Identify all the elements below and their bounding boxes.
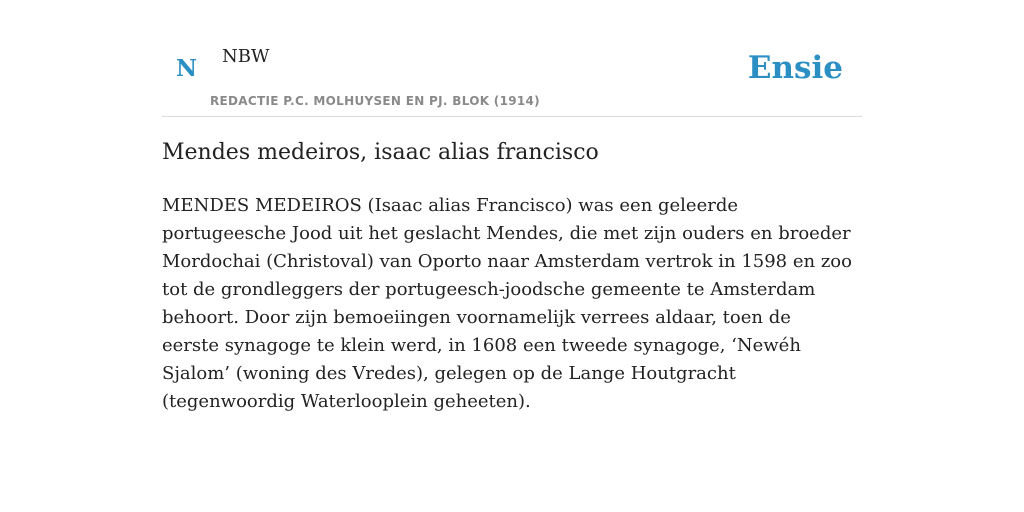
brand-logo[interactable]: Ensie <box>747 50 843 86</box>
source-logo[interactable]: N <box>176 55 198 82</box>
source-editors: REDACTIE P.C. MOLHUYSEN EN PJ. BLOK (1914) <box>210 94 540 108</box>
source-name[interactable]: NBW <box>222 46 270 67</box>
source-header <box>162 0 862 117</box>
article-title: Mendes medeiros, isaac alias francisco <box>162 140 599 165</box>
article-body: MENDES MEDEIROS (Isaac alias Francisco) was een geleerde portugeesche Jood uit het geslacht Mendes, die met zijn ouders en broeder Mordochai (Christoval) van Oporto naar Amsterdam vertrok in 1598 en zoo tot de grondleggers der portugeesch-joodsche gemeente te Amsterdam behoort. Door zijn bemoeiingen voornamelijk verrees aldaar, toen de eerste synagoge te klein werd, in 1608 een tweede synagoge, ‘Newéh Sjalom’ (woning des Vredes), gelegen op de Lange Houtgracht (tegenwoordig Waterlooplein geheeten). <box>162 195 852 412</box>
